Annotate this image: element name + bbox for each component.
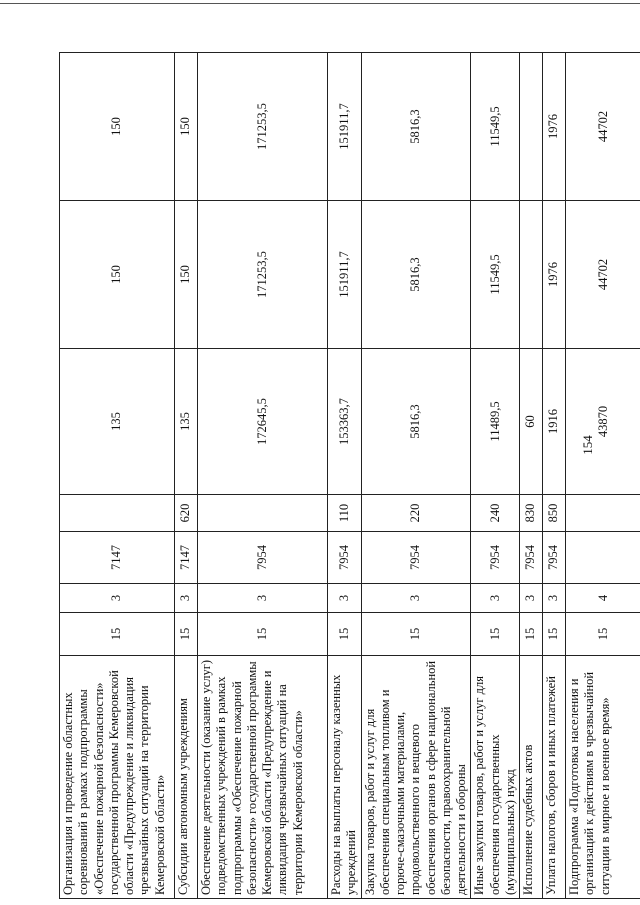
section-cell: 15 bbox=[198, 613, 328, 656]
value-cell-2: 151911,7 bbox=[328, 201, 362, 349]
value-cell-2: 5816,3 bbox=[361, 201, 471, 349]
expense-type-cell: 220 bbox=[361, 495, 471, 532]
target-article-cell: 7954 bbox=[543, 532, 566, 584]
value-cell-1: 11489,5 bbox=[471, 349, 520, 495]
expense-type-cell bbox=[198, 495, 328, 532]
table-row bbox=[361, 53, 471, 899]
value-cell-1: 1916 bbox=[543, 349, 566, 495]
subsection-cell: 3 bbox=[60, 584, 175, 613]
subsection-cell: 4 bbox=[566, 584, 640, 613]
table-row bbox=[520, 53, 543, 899]
expense-type-cell: 240 bbox=[471, 495, 520, 532]
table-row bbox=[198, 53, 328, 899]
subsection-cell: 3 bbox=[361, 584, 471, 613]
value-cell-3: 11549,5 bbox=[471, 53, 520, 201]
table-row bbox=[60, 53, 175, 899]
expense-type-cell: 830 bbox=[520, 495, 543, 532]
expense-type-cell: 110 bbox=[328, 495, 362, 532]
item-name-cell: Исполнение судебных актов bbox=[520, 656, 543, 899]
subsection-cell: 3 bbox=[543, 584, 566, 613]
target-article-cell: 7954 bbox=[471, 532, 520, 584]
value-cell-2 bbox=[520, 201, 543, 349]
value-cell-1: 60 bbox=[520, 349, 543, 495]
expense-type-cell: 850 bbox=[543, 495, 566, 532]
expense-type-cell: 620 bbox=[175, 495, 198, 532]
section-cell: 15 bbox=[175, 613, 198, 656]
subsection-cell: 3 bbox=[471, 584, 520, 613]
value-cell-2: 11549,5 bbox=[471, 201, 520, 349]
value-cell-1: 172645,5 bbox=[198, 349, 328, 495]
target-article-cell: 7954 bbox=[361, 532, 471, 584]
value-cell-2: 150 bbox=[175, 201, 198, 349]
section-cell: 15 bbox=[543, 613, 566, 656]
table-body bbox=[60, 53, 640, 899]
target-article-cell: 7954 bbox=[328, 532, 362, 584]
value-cell-2: 1976 bbox=[543, 201, 566, 349]
target-article-cell: 7147 bbox=[60, 532, 175, 584]
target-article-cell bbox=[566, 532, 640, 584]
section-cell: 15 bbox=[328, 613, 362, 656]
value-cell-2: 44702 bbox=[566, 201, 640, 349]
expense-type-cell bbox=[566, 495, 640, 532]
subsection-cell: 3 bbox=[520, 584, 543, 613]
page-number: 154 bbox=[580, 435, 595, 455]
value-cell-1: 153363,7 bbox=[328, 349, 362, 495]
value-cell-3: 1976 bbox=[543, 53, 566, 201]
value-cell-3: 151911,7 bbox=[328, 53, 362, 201]
budget-table bbox=[59, 52, 640, 899]
section-cell: 15 bbox=[471, 613, 520, 656]
item-name-cell: Иные закупки товаров, работ и услуг для обеспечения государственных (муниципальных) нужд bbox=[471, 656, 520, 899]
expense-type-cell bbox=[60, 495, 175, 532]
item-name-cell: Подпрограмма «Подготовка населения и организаций к действиям в чрезвычайной ситуации в мирное и военное время» bbox=[566, 656, 640, 899]
table-row bbox=[471, 53, 520, 899]
value-cell-1: 43870 bbox=[566, 349, 640, 495]
value-cell-3: 44702 bbox=[566, 53, 640, 201]
item-name-cell: Обеспечение деятельности (оказание услуг) подведомственных учреждений в рамках подпрограммы «Обеспечение пожарной безопасности» государственной программы Кемеровской области «Предупреждение и ликвидация чрезвычайных ситуаций на территории Кемеровской области» bbox=[198, 656, 328, 899]
value-cell-3: 150 bbox=[60, 53, 175, 201]
subsection-cell: 3 bbox=[328, 584, 362, 613]
value-cell-3: 5816,3 bbox=[361, 53, 471, 201]
item-name-cell: Расходы на выплаты персоналу казенных учреждений bbox=[328, 656, 362, 899]
subsection-cell: 3 bbox=[198, 584, 328, 613]
value-cell-1: 5816,3 bbox=[361, 349, 471, 495]
item-name-cell: Субсидии автономным учреждениям bbox=[175, 656, 198, 899]
value-cell-2: 171253,5 bbox=[198, 201, 328, 349]
value-cell-3: 150 bbox=[175, 53, 198, 201]
section-cell: 15 bbox=[361, 613, 471, 656]
value-cell-1: 135 bbox=[175, 349, 198, 495]
table-row bbox=[328, 53, 362, 899]
target-article-cell: 7147 bbox=[175, 532, 198, 584]
value-cell-3 bbox=[520, 53, 543, 201]
value-cell-3: 171253,5 bbox=[198, 53, 328, 201]
table-row bbox=[566, 53, 640, 899]
value-cell-2: 150 bbox=[60, 201, 175, 349]
value-cell-1: 135 bbox=[60, 349, 175, 495]
section-cell: 15 bbox=[60, 613, 175, 656]
item-name-cell: Организация и проведение областных соревнований в рамках подпрограммы «Обеспечение пожарной безопасности» государственной программы Кемеровской области «Предупреждение и ликвидация чрезвычайных ситуаций на территории Кемеровской области» bbox=[60, 656, 175, 899]
section-cell: 15 bbox=[566, 613, 640, 656]
target-article-cell: 7954 bbox=[198, 532, 328, 584]
item-name-cell: Уплата налогов, сборов и иных платежей bbox=[543, 656, 566, 899]
subsection-cell: 3 bbox=[175, 584, 198, 613]
table-row bbox=[175, 53, 198, 899]
item-name-cell: Закупка товаров, работ и услуг для обеспечения специальным топливом и горюче-смазочными материалами, продовольственного и вещевого обеспечения органов в сфере национальной безопасности, правоохранительной деятельности и обороны bbox=[361, 656, 471, 899]
table-row bbox=[543, 53, 566, 899]
target-article-cell: 7954 bbox=[520, 532, 543, 584]
section-cell: 15 bbox=[520, 613, 543, 656]
